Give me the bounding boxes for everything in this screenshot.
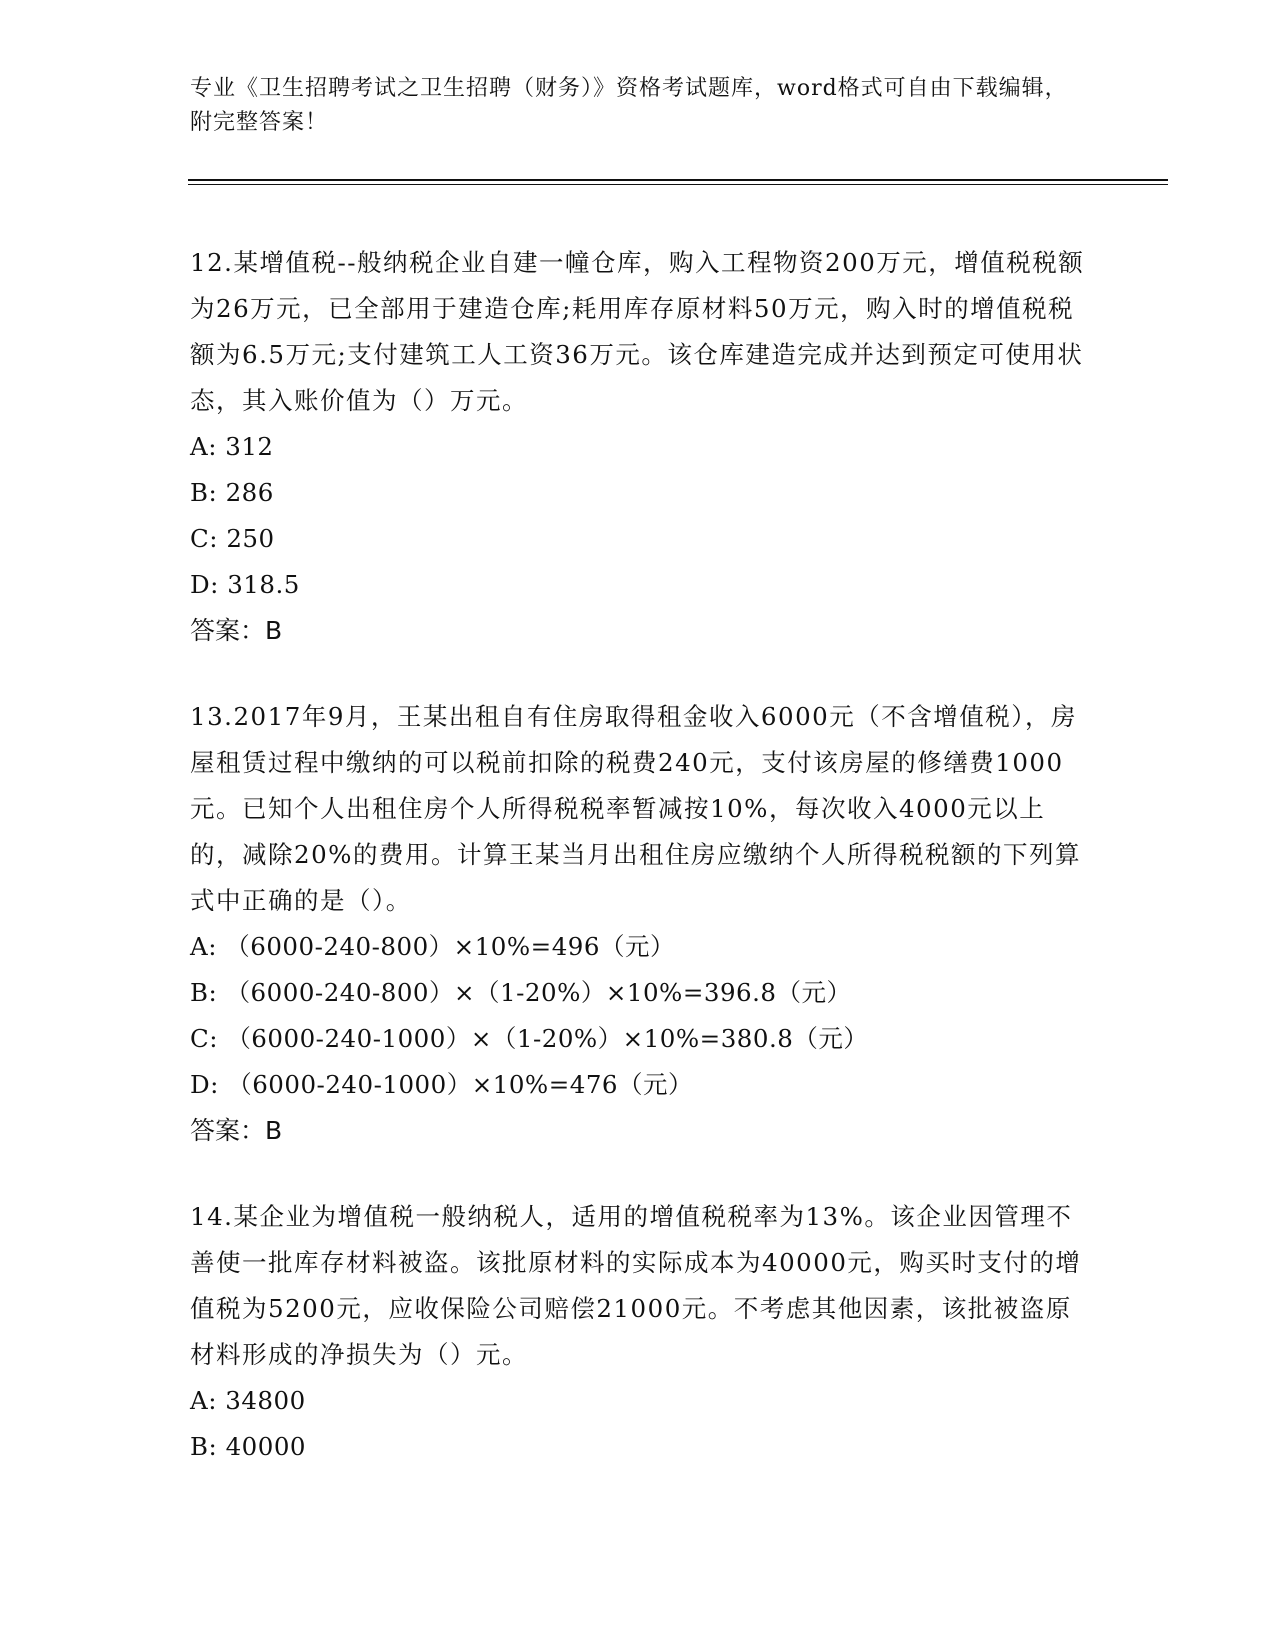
question-stem: 13.2017年9月，王某出租自有住房取得租金收入6000元（不含增值税），房屋租赁过程中缴纳的可以税前扣除的税费240元，支付该房屋的修缮费1000元。已知个人出租住房个人所得税税率暂减按10%，每次收入4000元以上的，减除20%的费用。计算王某当月出租住房应缴纳个人所得税税额的下列算式中正确的是（）。 xyxy=(190,702,1081,915)
option-a xyxy=(190,1378,1090,1424)
answer-label: 答案：B xyxy=(190,1116,283,1145)
option-b xyxy=(190,470,1090,516)
question-14 xyxy=(190,1194,1090,1470)
question-stem: 12.某增值税--般纳税企业自建一幢仓库，购入工程物资200万元，增值税税额为26万元，已全部用于建造仓库;耗用库存原材料50万元，购入时的增值税税额为6.5万元;支付建筑工人工资36万元。该仓库建造完成并达到预定可使用状态，其入账价值为（）万元。 xyxy=(190,248,1085,415)
option-key: A: xyxy=(190,432,217,461)
option-b xyxy=(190,1424,1090,1470)
option-key: B: xyxy=(190,978,218,1007)
option-text: 34800 xyxy=(225,1386,306,1415)
option-text: 250 xyxy=(226,524,275,553)
option-c xyxy=(190,516,1090,562)
question-list xyxy=(190,240,1090,1510)
question-stem: 14.某企业为增值税一般纳税人，适用的增值税税率为13%。该企业因管理不善使一批库存材料被盗。该批原材料的实际成本为40000元，购买时支付的增值税为5200元，应收保险公司赔偿21000元。不考虑其他因素，该批被盗原材料形成的净损失为（）元。 xyxy=(190,1202,1082,1369)
option-text: （6000-240-800）×10%=496（元） xyxy=(225,932,675,961)
option-b xyxy=(190,970,1090,1016)
document-header: 专业《卫生招聘考试之卫生招聘（财务）》资格考试题库，word格式可自由下载编辑，附完整答案！ xyxy=(190,76,1068,135)
option-text: （6000-240-1000）×10%=476（元） xyxy=(227,1070,693,1099)
option-key: B: xyxy=(190,1432,218,1461)
option-text: 312 xyxy=(225,432,274,461)
option-key: D: xyxy=(190,570,219,599)
option-text: （6000-240-1000）×（1-20%）×10%=380.8（元） xyxy=(226,1024,869,1053)
option-key: C: xyxy=(190,1024,219,1053)
answer-label: 答案：B xyxy=(190,616,283,645)
option-c xyxy=(190,1016,1090,1062)
option-key: A: xyxy=(190,932,217,961)
option-key: A: xyxy=(190,1386,217,1415)
option-a xyxy=(190,424,1090,470)
option-text: 286 xyxy=(225,478,274,507)
question-12 xyxy=(190,240,1090,654)
option-text: 318.5 xyxy=(227,570,300,599)
option-key: C: xyxy=(190,524,219,553)
header-divider-thin xyxy=(188,184,1168,185)
header-divider-thick xyxy=(188,179,1168,181)
option-a xyxy=(190,924,1090,970)
option-key: D: xyxy=(190,1070,219,1099)
option-d xyxy=(190,1062,1090,1108)
option-text: 40000 xyxy=(225,1432,307,1461)
option-key: B: xyxy=(190,478,218,507)
question-13 xyxy=(190,694,1090,1154)
option-text: （6000-240-800）×（1-20%）×10%=396.8（元） xyxy=(225,978,852,1007)
option-d xyxy=(190,562,1090,608)
